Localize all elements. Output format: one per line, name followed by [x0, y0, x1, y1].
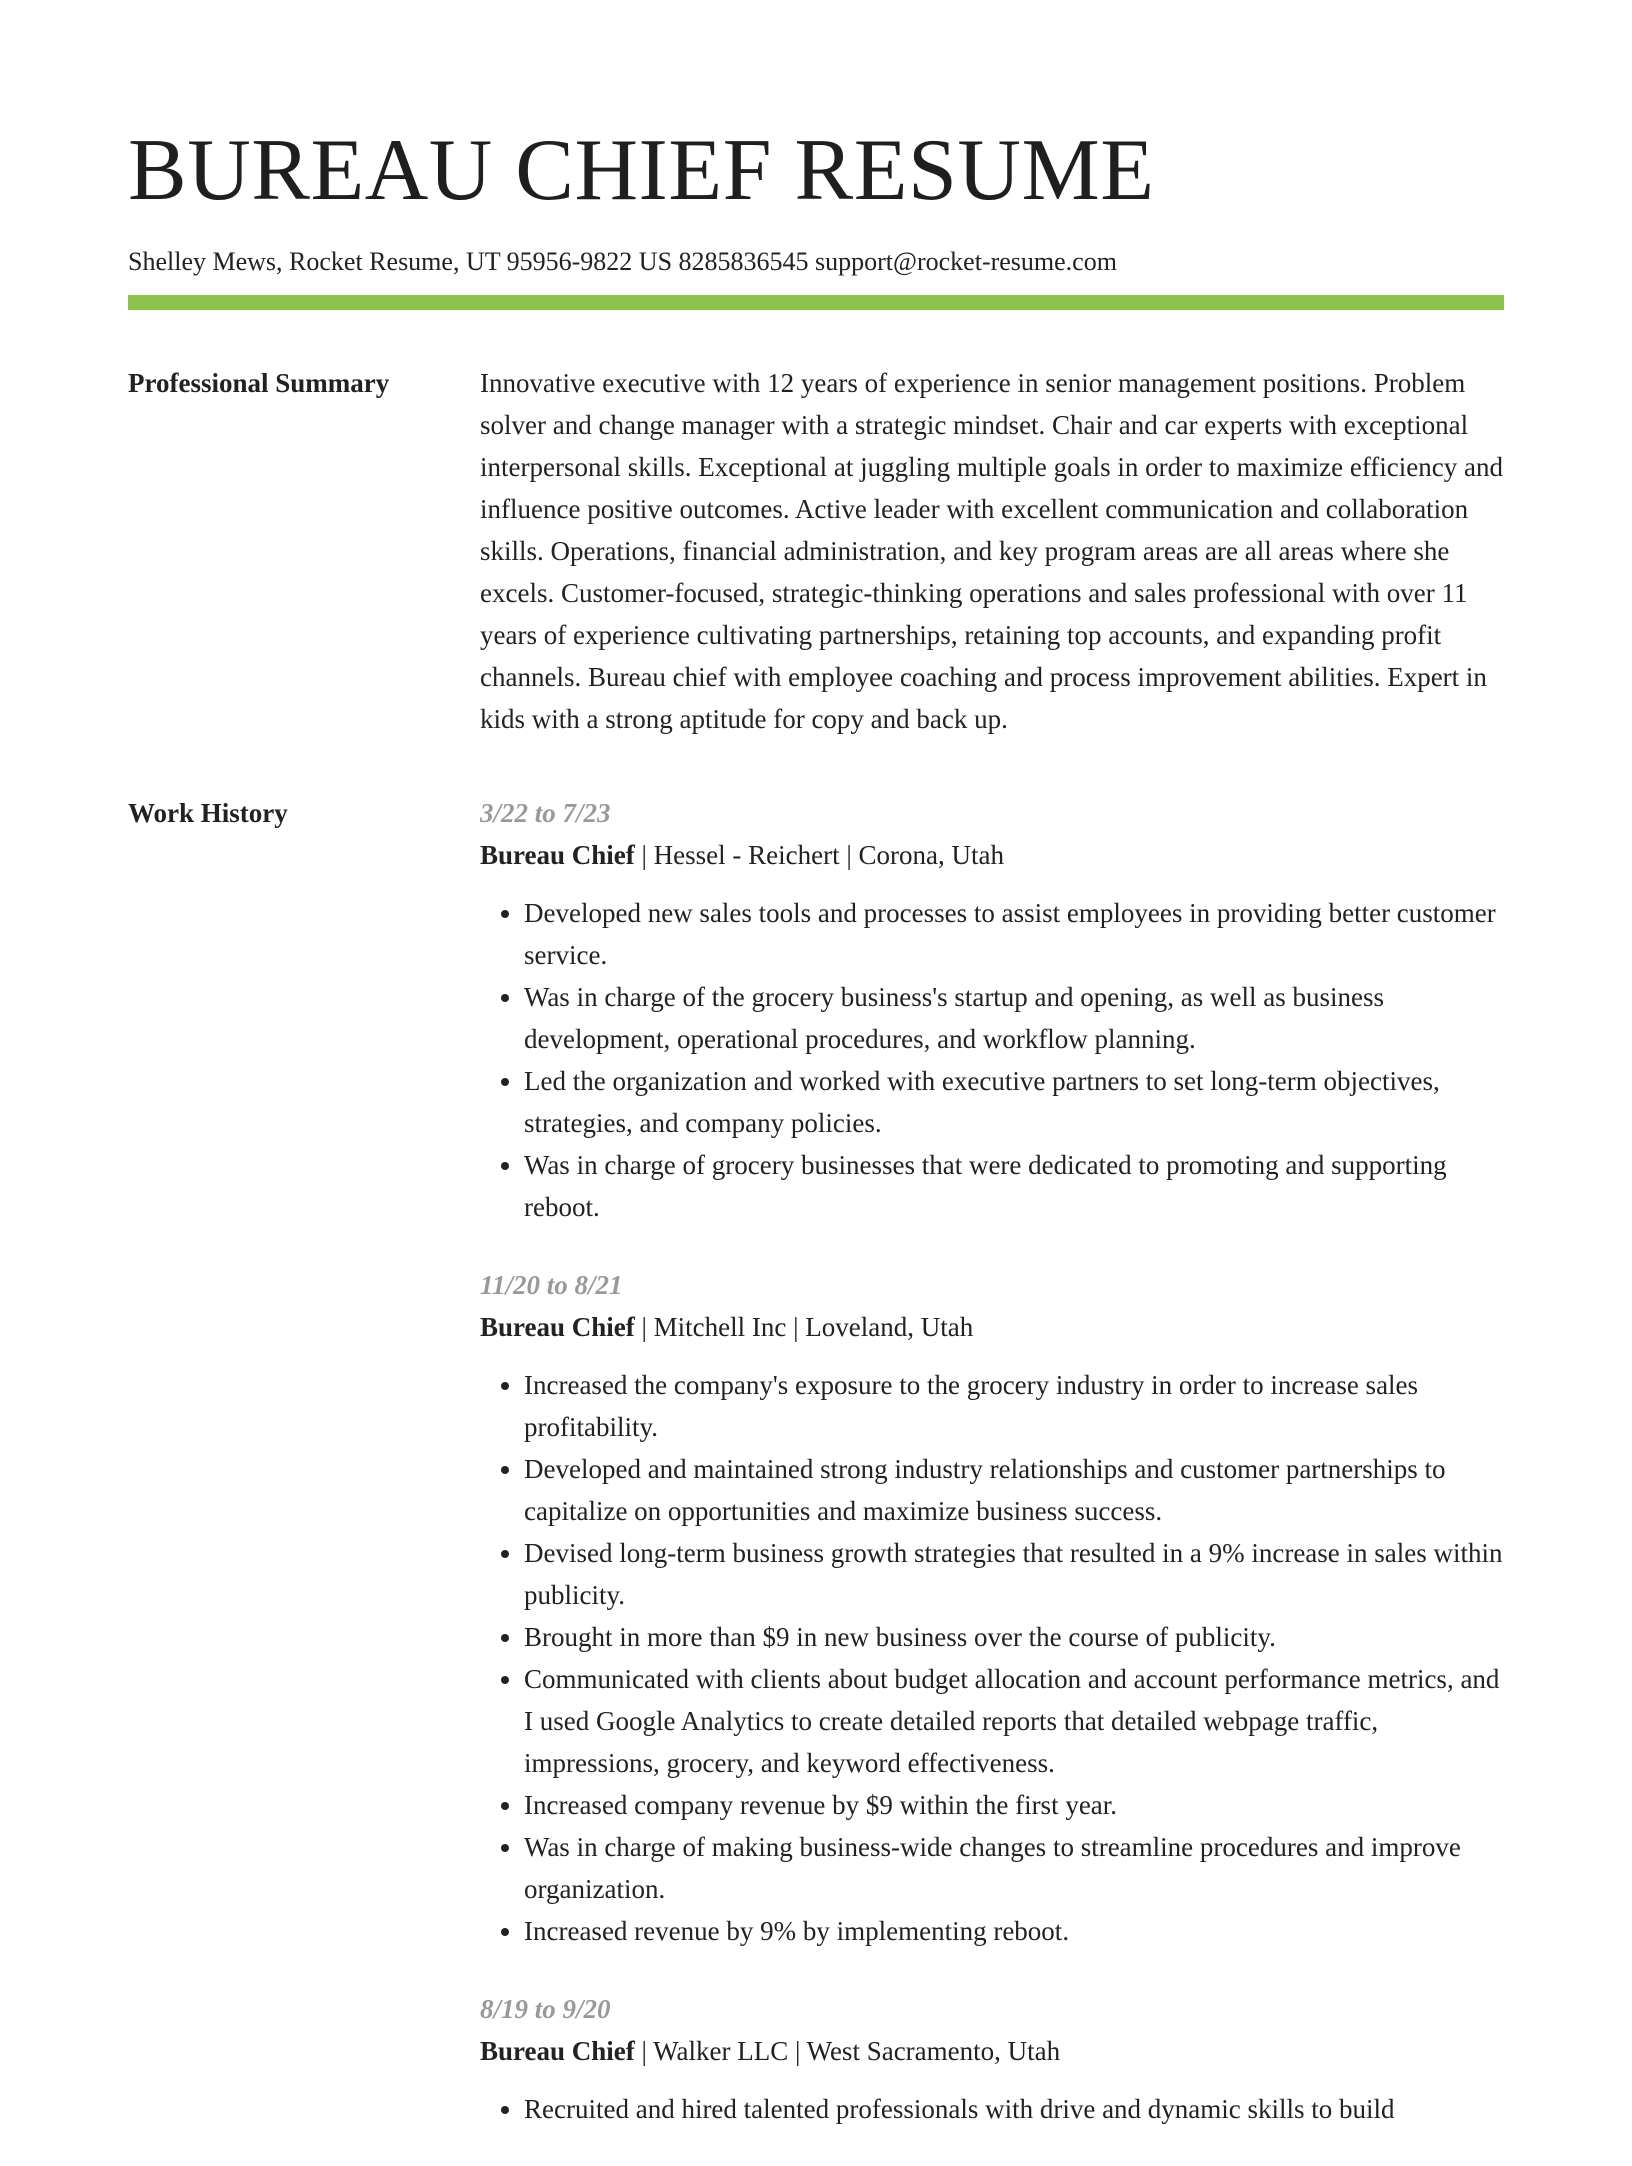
job-bullet: • Brought in more than $9 in new business over the course of publicity.: [524, 1616, 1504, 1658]
header-divider: [128, 295, 1504, 310]
job-bullet: • Was in charge of the grocery business's startup and opening, as well as business development, operational procedures, and workflow planning.: [524, 976, 1504, 1060]
job-details: | Hessel - Reichert | Corona, Utah: [634, 840, 1004, 870]
job-bullet-list: [480, 2088, 1504, 2130]
job-dates: 11/20 to 8/21: [480, 1270, 623, 1300]
resume-page: [128, 0, 1504, 2166]
summary-label: Professional Summary: [128, 368, 390, 398]
work-history-body: [480, 792, 1504, 2166]
job-title: Bureau Chief: [480, 840, 635, 870]
contact-info: Shelley Mews, Rocket Resume, UT 95956-9822 US 8285836545 support@rocket-resume.com: [128, 247, 1117, 276]
job-bullet: • Increased the company's exposure to the grocery industry in order to increase sales profitability.: [524, 1364, 1504, 1448]
summary-text: Innovative executive with 12 years of experience in senior management positions. Problem solver and change manager with a strategic mindset. Chair and car experts with exceptional interpersonal skills. Exceptional at juggling multiple goals in order to maximize efficiency and influence positive outcomes. Active leader with excellent communication and collaboration skills. Operations, financial administration, and key program areas are all areas where she excels. Customer-focused, strategic-thinking operations and sales professional with over 11 years of experience cultivating partnerships, retaining top accounts, and expanding profit channels. Bureau chief with employee coaching and process improvement abilities. Expert in kids with a strong aptitude for copy and back up.: [480, 368, 1503, 734]
job-bullet: • Recruited and hired talented professionals with drive and dynamic skills to build: [524, 2088, 1504, 2130]
job-bullet: • Devised long-term business growth strategies that resulted in a 9% increase in sales within publicity.: [524, 1532, 1504, 1616]
job-details: | Walker LLC | West Sacramento, Utah: [634, 2036, 1061, 2066]
job-entry: [480, 792, 1504, 1228]
summary-body: [480, 362, 1504, 740]
job-title: Bureau Chief: [480, 2036, 635, 2066]
job-bullet: • Developed new sales tools and processes to assist employees in providing better customer service.: [524, 892, 1504, 976]
work-history-label: Work History: [128, 798, 288, 828]
job-bullet: • Developed and maintained strong industry relationships and customer partnerships to capitalize on opportunities and maximize business success.: [524, 1448, 1504, 1532]
job-bullet: • Was in charge of grocery businesses that were dedicated to promoting and supporting reboot.: [524, 1144, 1504, 1228]
job-heading: [480, 1306, 1504, 1348]
job-bullet-list: [480, 1364, 1504, 1952]
job-heading: [480, 2030, 1504, 2072]
job-bullet: • Led the organization and worked with executive partners to set long-term objectives, strategies, and company policies.: [524, 1060, 1504, 1144]
resume-title: BUREAU CHIEF RESUME: [128, 122, 1155, 219]
job-bullet: • Increased revenue by 9% by implementing reboot.: [524, 1910, 1504, 1952]
job-bullet: • Increased company revenue by $9 within the first year.: [524, 1784, 1504, 1826]
job-dates: 3/22 to 7/23: [480, 798, 611, 828]
job-entry: [480, 1988, 1504, 2130]
job-bullet-list: [480, 892, 1504, 1228]
job-heading: [480, 834, 1504, 876]
job-bullet: • Communicated with clients about budget allocation and account performance metrics, and I used Google Analytics to create detailed reports that detailed webpage traffic, impressions, grocery, and keyword effectiveness.: [524, 1658, 1504, 1784]
job-bullet: • Was in charge of making business-wide changes to streamline procedures and improve organization.: [524, 1826, 1504, 1910]
job-dates: 8/19 to 9/20: [480, 1994, 611, 2024]
job-title: Bureau Chief: [480, 1312, 635, 1342]
job-details: | Mitchell Inc | Loveland, Utah: [634, 1312, 974, 1342]
work-history-section: [128, 792, 1504, 2166]
job-entry: [480, 1264, 1504, 1952]
summary-section: [128, 362, 1504, 740]
